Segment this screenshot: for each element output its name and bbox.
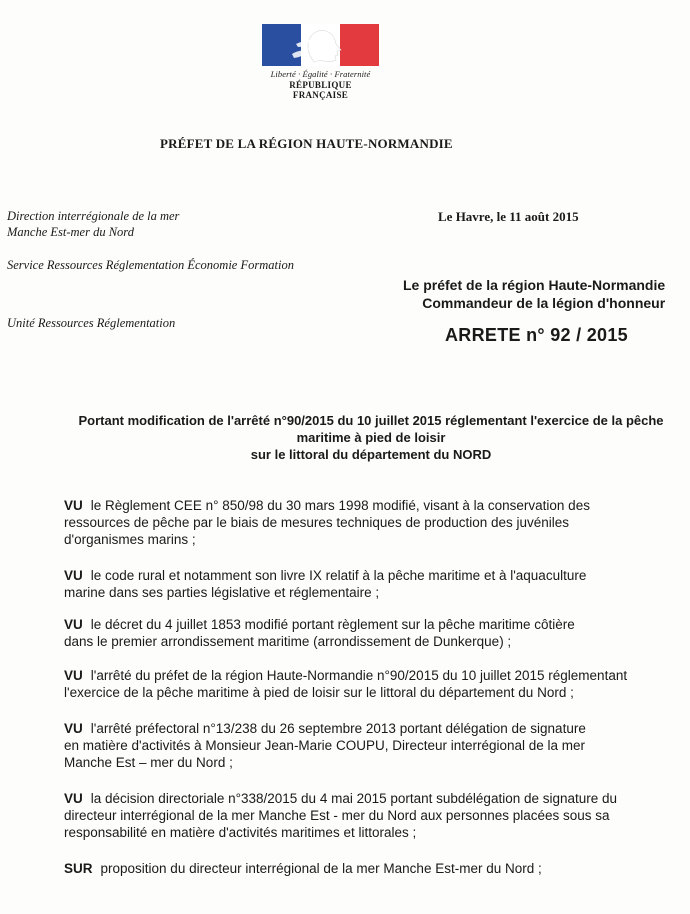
consideration-line: d'organismes marins ;: [64, 532, 196, 547]
place-date: Le Havre, le 11 août 2015: [438, 209, 579, 224]
vu-keyword: VU: [64, 791, 83, 806]
consideration-line: en matière d'activités à Monsieur Jean-Marie COUPU, Directeur interrégional de la mer: [64, 738, 586, 753]
consideration-line: marine dans ses parties législative et réglementaire ;: [64, 585, 380, 600]
prefet-line-1: Le préfet de la région Haute-Normandie: [403, 277, 666, 293]
vu-keyword: VU: [64, 668, 83, 683]
consideration-line: la décision directoriale n°338/2015 du 4 mai 2015 portant subdélégation de signature du: [90, 791, 618, 806]
prefet-signatory: [403, 276, 665, 312]
vu-keyword: VU: [64, 721, 83, 736]
sur-proposition: [64, 860, 677, 877]
prefet-title: PRÉFET DE LA RÉGION HAUTE-NORMANDIE: [160, 136, 453, 151]
vu-keyword: VU: [64, 498, 83, 513]
service-name: Service Ressources Réglementation Économie Formation: [7, 258, 294, 272]
republic-text: RÉPUBLIQUE FRANÇAISE: [289, 80, 352, 100]
consideration-line: l'arrêté préfectoral n°13/238 du 26 septembre 2013 portant délégation de signature: [90, 721, 586, 736]
consideration-item: [64, 667, 677, 701]
subject-line-2: maritime à pied de loisir: [296, 430, 446, 445]
sur-keyword: SUR: [64, 861, 93, 876]
subject-line-3: sur le littoral du département du NORD: [250, 447, 492, 462]
prefet-line-2: Commandeur de la légion d'honneur: [422, 295, 666, 311]
consideration-line: l'exercice de la pêche maritime à pied de loisir sur le littoral du département du Nord ;: [64, 685, 574, 700]
consideration-item: [64, 567, 677, 601]
direction-line-1: Direction interrégionale de la mer: [7, 209, 180, 223]
consideration-item: [64, 790, 677, 841]
unite-name: Unité Ressources Réglementation: [7, 316, 176, 330]
consideration-line: dans le premier arrondissement maritime (arrondissement de Dunkerque) ;: [64, 634, 512, 649]
subject-line-1: Portant modification de l'arrêté n°90/2015 du 10 juillet 2015 réglementant l'exercice de la pêche: [78, 413, 664, 428]
consideration-line: le Règlement CEE n° 850/98 du 30 mars 1998 modifié, visant à la conservation des: [90, 498, 590, 513]
marianne-logo: [262, 24, 379, 100]
consideration-item: [64, 720, 677, 771]
sur-text: proposition du directeur interrégional de la mer Manche Est-mer du Nord ;: [100, 861, 542, 876]
vu-keyword: VU: [64, 568, 83, 583]
consideration-line: ressources de pêche par le biais de mesures techniques de production des juvéniles: [64, 515, 570, 530]
consideration-line: le décret du 4 juillet 1853 modifié portant règlement sur la pêche maritime côtière: [90, 617, 575, 632]
consideration-line: l'arrêté du préfet de la région Haute-Normandie n°90/2015 du 10 juillet 2015 réglementant: [90, 668, 628, 683]
consideration-line: Manche Est – mer du Nord ;: [64, 755, 233, 770]
tricolor-flag-icon: [262, 24, 379, 66]
consideration-line: le code rural et notamment son livre IX relatif à la pêche maritime et à l'aquaculture: [90, 568, 587, 583]
vu-keyword: VU: [64, 617, 83, 632]
arrete-subject: [64, 412, 678, 463]
consideration-item: [64, 497, 677, 548]
consideration-item: [64, 616, 677, 650]
motto-text: Liberté · Égalité · Fraternité: [270, 69, 371, 79]
consideration-line: responsabilité en matière d'activités maritimes et littorales ;: [64, 825, 417, 840]
consideration-line: directeur interrégional de la mer Manche Est - mer du Nord aux personnes placées sous sa: [64, 808, 610, 823]
direction-line-2: Manche Est-mer du Nord: [7, 225, 134, 239]
arrete-number: ARRETE n° 92 / 2015: [445, 325, 628, 345]
